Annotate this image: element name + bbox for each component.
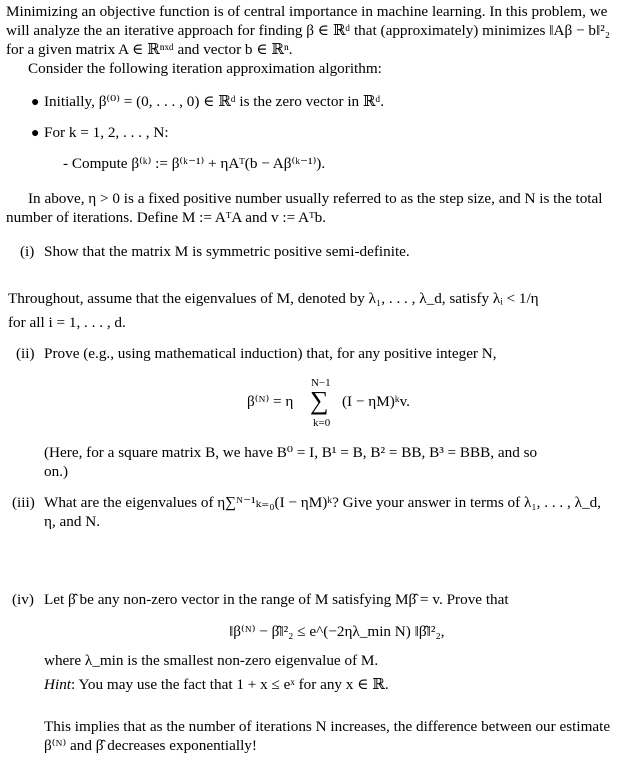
eq-ii-rhs: (I − ηM)ᵏv. [342, 393, 410, 410]
part-i-text: Show that the matrix M is symmetric positive semi-definite. [44, 243, 410, 260]
part-ii-text: Prove (e.g., using mathematical induction) that, for any positive integer N, [44, 345, 497, 362]
bullet-compute: - Compute β⁽ᵏ⁾ := β⁽ᵏ⁻¹⁾ + ηAᵀ(b − Aβ⁽ᵏ⁻¹⁾). [63, 155, 326, 172]
intro-line-4: Consider the following iteration approximation algorithm: [28, 60, 382, 77]
eq-ii-lower: k=0 [313, 417, 331, 429]
intro-line-3: for a given matrix A ∈ ℝⁿˣᵈ and vector b ∈ ℝⁿ. [6, 41, 293, 58]
intro-line-1: Minimizing an objective function is of central importance in machine learning. In this problem, we [6, 3, 608, 20]
part-iv-hint [44, 675, 389, 694]
eq-ii-lhs: β⁽ᴺ⁾ = η [247, 393, 294, 410]
eq-iv: ‖β⁽ᴺ⁾ − β̂‖²₂ ≤ e^(−2ηλ_min N) ‖β̂‖²₂, [229, 623, 445, 640]
hint-text: : You may use the fact that 1 + x ≤ eˣ for any x ∈ ℝ. [71, 676, 389, 693]
conclusion-line-2: β⁽ᴺ⁾ and β̂ decreases exponentially! [44, 737, 257, 754]
part-iv-line-1: Let β̂ be any non-zero vector in the range of M satisfying Mβ̂ = v. Prove that [44, 591, 509, 608]
bullet-loop: For k = 1, 2, . . . , N: [44, 124, 169, 141]
part-ii-note-2: on.) [44, 463, 69, 480]
conclusion-line-1: This implies that as the number of iterations N increases, the difference between our estimate [44, 718, 611, 735]
explain-line-2: number of iterations. Define M := AᵀA and v := Aᵀb. [6, 209, 327, 226]
eq-ii-upper: N−1 [311, 377, 331, 389]
part-iii-label: (iii) [12, 494, 35, 511]
bullet-dot-1: ● [31, 95, 40, 110]
part-iii-line-2: η, and N. [44, 513, 101, 530]
assume-line-1: Throughout, assume that the eigenvalues of M, denoted by λ₁, . . . , λ_d, satisfy λᵢ < 1/η [8, 290, 539, 307]
part-i-label: (i) [20, 243, 35, 260]
intro-line-2: will analyze the an iterative approach for finding β ∈ ℝᵈ that (approximately) minimizes ‖Aβ − b‖²₂ [6, 22, 611, 39]
eq-ii-sigma: ∑ [310, 386, 329, 415]
explain-line-1: In above, η > 0 is a fixed positive number usually referred to as the step size, and N is the total [28, 190, 603, 207]
part-ii-note-1: (Here, for a square matrix B, we have B⁰ = I, B¹ = B, B² = BB, B³ = BBB, and so [44, 444, 538, 461]
part-iv-label: (iv) [12, 591, 34, 608]
part-iii-line-1: What are the eigenvalues of η∑ᴺ⁻¹ₖ₌₀(I − ηM)ᵏ? Give your answer in terms of λ₁, . . . , λ_d, [44, 494, 601, 511]
bullet-initial: Initially, β⁽⁰⁾ = (0, . . . , 0) ∈ ℝᵈ is the zero vector in ℝᵈ. [44, 93, 385, 110]
part-ii-label: (ii) [16, 345, 35, 362]
assume-line-2: for all i = 1, . . . , d. [8, 314, 126, 331]
bullet-dot-2: ● [31, 126, 40, 141]
hint-label: Hint [44, 676, 72, 693]
part-iv-line-2: where λ_min is the smallest non-zero eigenvalue of M. [44, 652, 379, 669]
